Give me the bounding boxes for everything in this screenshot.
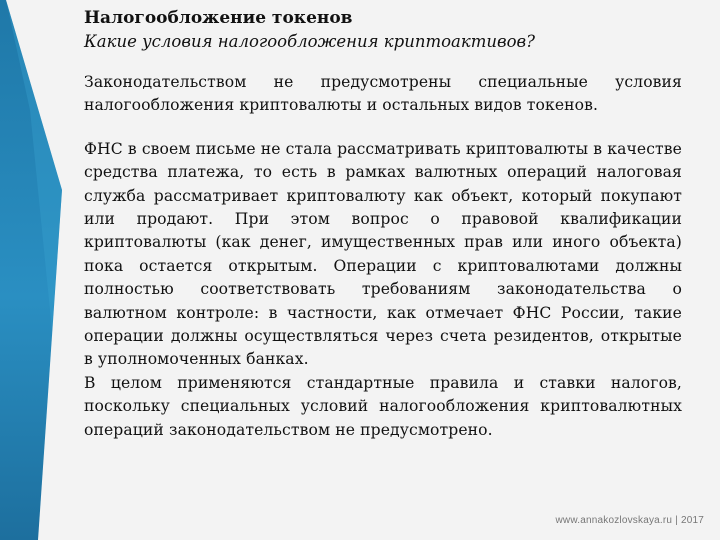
paragraph-legislation: Законодательством не предусмотрены специальные условия налогообложения криптовалюты и остальных видов токенов. bbox=[84, 73, 682, 115]
footer-credit: www.annakozlovskaya.ru | 2017 bbox=[555, 515, 704, 526]
slide-content bbox=[84, 6, 682, 442]
slide-title: Налогообложение токенов bbox=[84, 8, 353, 28]
paragraph-fns-letter: ФНС в своем письме не стала рассматривать криптовалюты в качестве средства платежа, то есть в рамках валютных операций налоговая служба рассматривает криптовалюту как объект, который покупают или продают. При этом вопрос о правовой квалификации криптовалюты (как денег, имущественных прав или иного объекта) пока остается открытым. Операции с криптовалютами должны полностью соответствовать требованиям законодательства о валютном контроле: в частности, как отмечает ФНС России, такие операции должны осуществляться через счета резидентов, открытые в уполномоченных банках. bbox=[84, 139, 682, 369]
paragraph-general-rules: В целом применяются стандартные правила и ставки налогов, поскольку специальных условий налогообложения криптовалютных операций законодательством не предусмотрено. bbox=[84, 373, 682, 439]
slide-subtitle: Какие условия налогообложения криптоактивов? bbox=[84, 32, 535, 51]
